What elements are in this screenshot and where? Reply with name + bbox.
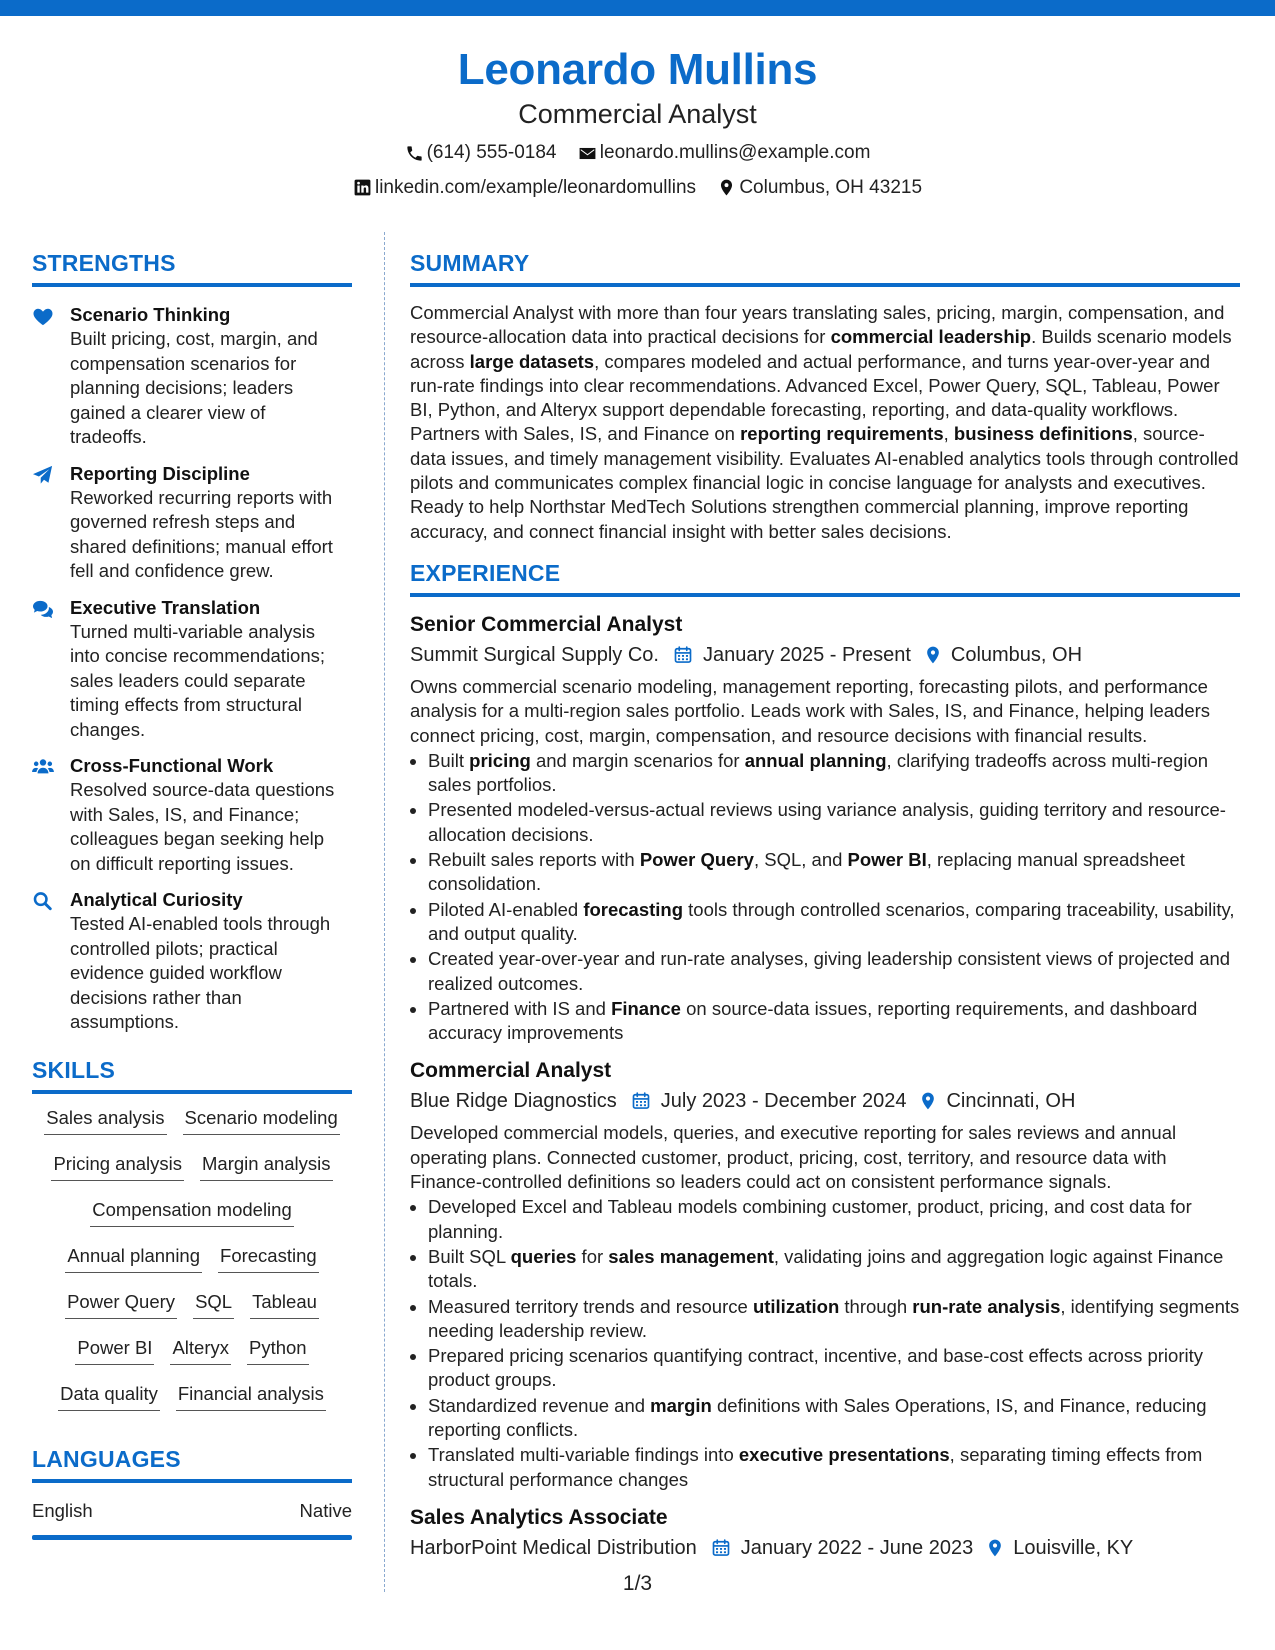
text-run: Measured territory trends and resource xyxy=(428,1295,753,1317)
skill-chip: Python xyxy=(247,1336,309,1365)
job-bullets xyxy=(410,1195,1240,1492)
calendar-icon xyxy=(673,645,693,665)
bullet-item xyxy=(428,947,1240,996)
text-run: , validating joins and aggregation logic against Finance totals. xyxy=(428,1245,1224,1292)
skill-chip: Forecasting xyxy=(218,1244,319,1273)
text-run: for xyxy=(576,1245,609,1267)
job-title: Sales Analytics Associate xyxy=(410,1505,668,1529)
strength-title: Analytical Curiosity xyxy=(70,889,243,910)
text-run: tools through controlled scenarios, comparing traceability, usability, and output quality. xyxy=(428,898,1235,944)
bold-text: Finance xyxy=(611,997,681,1019)
job-dates: July 2023 - December 2024 xyxy=(660,1090,907,1113)
bold-text: Power Query xyxy=(639,849,754,871)
bullet-item xyxy=(428,1195,1240,1244)
job-meta xyxy=(410,1534,1240,1562)
text-run: Prepared pricing scenarios quantifying contract, incentive, and base-cost effects across priority product groups. xyxy=(428,1345,1203,1391)
calendar-icon xyxy=(711,1538,731,1558)
phone-icon xyxy=(405,144,424,163)
text-run: , replacing manual spreadsheet consolidation. xyxy=(428,849,1185,895)
text-run: Commercial Analyst with more than four years translating sales, pricing, margin, compensation, and resource-allocation data into practical decisions for xyxy=(410,302,1225,348)
text-run: , source-data issues, and timely management visibility. Evaluates AI-enabled analytics tools through controlled pilots and communicates complex financial logic in concise language for analysts and executives. Ready to help Northstar MedTech Solutions strengthen commercial planning, improve reporting accuracy, and connect financial insight with better sales decisions. xyxy=(410,423,1239,542)
job-company: Blue Ridge Diagnostics xyxy=(410,1090,617,1113)
strength-desc: Reworked recurring reports with governed refresh steps and shared definitions; manual effort fell and confidence grew. xyxy=(70,486,333,581)
bullet-item xyxy=(428,997,1240,1046)
skill-chip: SQL xyxy=(193,1290,234,1319)
bold-text: margin xyxy=(650,1394,712,1416)
job-description: Owns commercial scenario modeling, management reporting, forecasting pilots, and performance analysis for a multi-region sales portfolio. Leads work with Sales, IS, and Finance, helping leaders connect pricing, cost, margin, compensation, and resource decisions with financial results. xyxy=(410,675,1211,746)
page-number: 1/3 xyxy=(622,1572,653,1595)
search-icon xyxy=(32,891,54,911)
languages-rule xyxy=(32,1479,352,1483)
job-company: Summit Surgical Supply Co. xyxy=(410,643,659,666)
skill-chip: Power BI xyxy=(75,1336,154,1365)
bullet-item xyxy=(428,798,1240,847)
text-run: Piloted AI-enabled xyxy=(428,898,584,920)
language-level: Native xyxy=(299,1499,352,1521)
language-proficiency-bar xyxy=(32,1535,352,1540)
bold-text: annual planning xyxy=(744,749,887,771)
experience-title: EXPERIENCE xyxy=(410,559,561,586)
text-run: Translated multi-variable findings into xyxy=(428,1444,739,1466)
bullet-item xyxy=(428,1295,1240,1344)
strength-desc: Turned multi-variable analysis into concise recommendations; sales leaders could separate timing effects from structural changes. xyxy=(70,620,326,740)
text-run: Rebuilt sales reports with xyxy=(428,849,640,871)
bullet-item xyxy=(428,1245,1240,1294)
candidate-role: Commercial Analyst xyxy=(518,99,757,129)
languages-title: LANGUAGES xyxy=(32,1445,181,1472)
bold-text: business definitions xyxy=(953,423,1133,445)
strength-title: Cross-Functional Work xyxy=(70,755,274,776)
bold-text: sales management xyxy=(608,1245,774,1267)
heart-icon xyxy=(32,306,54,326)
contact-line-1 xyxy=(0,141,1275,170)
calendar-icon xyxy=(631,1091,651,1111)
skill-chip: Data quality xyxy=(58,1382,160,1411)
text-run: Built SQL xyxy=(428,1245,511,1267)
strength-item xyxy=(32,888,352,1035)
summary-title: SUMMARY xyxy=(410,250,530,276)
map-pin-icon xyxy=(918,1091,938,1111)
bold-text: utilization xyxy=(752,1295,840,1317)
job-title: Commercial Analyst xyxy=(410,1059,612,1083)
left-column xyxy=(32,248,352,1540)
job-entry xyxy=(410,1504,1240,1562)
skill-chip: Margin analysis xyxy=(200,1152,333,1181)
strength-item xyxy=(32,462,352,584)
job-meta xyxy=(410,1087,1240,1115)
text-run: Standardized revenue and xyxy=(428,1394,651,1416)
text-run: , separating timing effects from structural performance changes xyxy=(428,1444,1203,1490)
job-bullets xyxy=(410,749,1240,1046)
strength-item xyxy=(32,596,352,743)
phone-text: (614) 555-0184 xyxy=(426,142,557,163)
bold-text: large datasets xyxy=(469,350,595,372)
bold-text: Power BI xyxy=(847,849,927,871)
strength-desc: Built pricing, cost, margin, and compensation scenarios for planning decisions; leaders gained a clearer view of tradeoffs. xyxy=(70,328,318,447)
location-contact xyxy=(717,176,922,200)
job-dates: January 2025 - Present xyxy=(702,643,911,666)
skill-chip: Tableau xyxy=(250,1290,319,1319)
paper-plane-icon xyxy=(32,465,54,485)
bullet-item xyxy=(428,1344,1240,1393)
skill-chip: Power Query xyxy=(65,1290,177,1319)
strengths-title: STRENGTHS xyxy=(32,250,176,276)
bold-text: run-rate analysis xyxy=(912,1295,1061,1317)
skill-chip: Financial analysis xyxy=(176,1382,326,1411)
summary-rule xyxy=(410,283,1240,287)
bold-text: forecasting xyxy=(583,898,684,920)
text-run: definitions with Sales Operations, IS, and Finance, reducing reporting conflicts. xyxy=(428,1394,1207,1440)
skills-title: SKILLS xyxy=(32,1056,115,1083)
top-accent-bar xyxy=(0,0,1275,16)
column-divider xyxy=(384,232,385,1592)
skills-rule xyxy=(32,1090,352,1094)
map-pin-icon xyxy=(717,178,736,197)
skill-chip: Compensation modeling xyxy=(90,1198,294,1227)
text-run: , identifying segments needing leadership review. xyxy=(428,1295,1240,1341)
text-run: , SQL, and xyxy=(753,849,848,871)
bullet-item xyxy=(428,749,1240,798)
skills-list xyxy=(32,1100,352,1422)
right-column xyxy=(410,248,1240,1576)
bullet-item xyxy=(428,1394,1240,1443)
resume-header xyxy=(0,44,1275,204)
job-meta xyxy=(410,641,1240,669)
experience-rule xyxy=(410,593,1240,597)
bold-text: reporting requirements xyxy=(740,423,944,445)
bullet-item xyxy=(428,898,1240,947)
job-company: HarborPoint Medical Distribution xyxy=(410,1536,697,1559)
bold-text: executive presentations xyxy=(738,1444,950,1466)
bold-text: queries xyxy=(510,1245,577,1267)
strength-item xyxy=(32,754,352,876)
experience-list xyxy=(410,611,1240,1562)
linkedin-icon xyxy=(353,178,372,197)
strength-item xyxy=(32,303,352,450)
strength-desc: Tested AI-enabled tools through controlled pilots; practical evidence guided workflow decisions rather than assumptions. xyxy=(70,913,331,1032)
skill-chip: Pricing analysis xyxy=(51,1152,184,1181)
text-run: Developed Excel and Tableau models combining customer, product, pricing, and cost data for planning. xyxy=(428,1196,1192,1242)
bullet-item xyxy=(428,1443,1240,1492)
text-run: Created year-over-year and run-rate analyses, giving leadership consistent views of projected and realized outcomes. xyxy=(428,948,1231,994)
skill-chip: Scenario modeling xyxy=(183,1106,340,1135)
text-run: on source-data issues, reporting requirements, and dashboard accuracy improvements xyxy=(428,997,1198,1044)
text-run: , clarifying tradeoffs across multi-region sales portfolios. xyxy=(428,749,1209,796)
map-pin-icon xyxy=(923,645,943,665)
strength-title: Executive Translation xyxy=(70,596,261,618)
language-name: English xyxy=(32,1499,93,1521)
job-entry xyxy=(410,611,1240,1045)
job-description: Developed commercial models, queries, and executive reporting for sales reviews and annual operating plans. Connected customer, product, pricing, cost, territory, and resource data with Finance-controlled definitions so leaders could act on consistent performance signals. xyxy=(410,1122,1177,1193)
bold-text: pricing xyxy=(469,749,531,771)
text-run: Partnered with IS and xyxy=(428,997,612,1019)
skill-chip: Sales analysis xyxy=(44,1106,166,1135)
skill-chip: Alteryx xyxy=(170,1336,231,1365)
job-dates: January 2022 - June 2023 xyxy=(740,1536,974,1559)
text-run: . Builds scenario models across xyxy=(410,326,1232,372)
linkedin-contact[interactable] xyxy=(353,176,696,200)
candidate-name: Leonardo Mullins xyxy=(457,45,818,94)
strengths-rule xyxy=(32,283,352,287)
language-row xyxy=(32,1499,352,1523)
text-run: Presented modeled-versus-actual reviews using variance analysis, guiding territory and resource-allocation decisions. xyxy=(428,799,1226,845)
email-contact[interactable] xyxy=(578,141,871,165)
users-icon xyxy=(32,757,54,777)
job-location: Louisville, KY xyxy=(1013,1536,1134,1559)
job-location: Columbus, OH xyxy=(950,643,1083,666)
job-entry xyxy=(410,1057,1240,1491)
linkedin-text[interactable]: linkedin.com/example/leonardomullins xyxy=(374,176,697,198)
bold-text: commercial leadership xyxy=(830,326,1032,348)
strength-desc: Resolved source-data questions with Sales, IS, and Finance; colleagues began seeking help on difficult reporting issues. xyxy=(70,779,335,874)
job-title: Senior Commercial Analyst xyxy=(410,612,683,636)
comments-icon xyxy=(32,599,54,619)
strength-title: Reporting Discipline xyxy=(70,462,250,484)
job-location: Cincinnati, OH xyxy=(946,1090,1076,1113)
phone-contact xyxy=(405,141,557,165)
text-run: , compares modeled and actual performance, and turns year-over-year and run-rate findings into clear recommendations. Advanced Excel, Power Query, SQL, Tableau, Power BI, Python, and Alteryx support dependable forecasting, reporting, and data-quality workflows. Partners with Sales, IS, and Finance on xyxy=(410,350,1220,445)
contact-line-2 xyxy=(0,176,1275,205)
text-run: Built xyxy=(428,749,470,771)
text-run: through xyxy=(839,1295,913,1317)
text-run: and margin scenarios for xyxy=(530,749,745,771)
summary-text xyxy=(410,301,1240,544)
strength-title: Scenario Thinking xyxy=(70,304,231,325)
skill-chip: Annual planning xyxy=(65,1244,202,1273)
email-text[interactable]: leonardo.mullins@example.com xyxy=(599,142,871,163)
bullet-item xyxy=(428,848,1240,897)
map-pin-icon xyxy=(985,1538,1005,1558)
text-run: , xyxy=(943,423,954,445)
envelope-icon xyxy=(578,144,597,163)
location-text: Columbus, OH 43215 xyxy=(739,176,923,198)
